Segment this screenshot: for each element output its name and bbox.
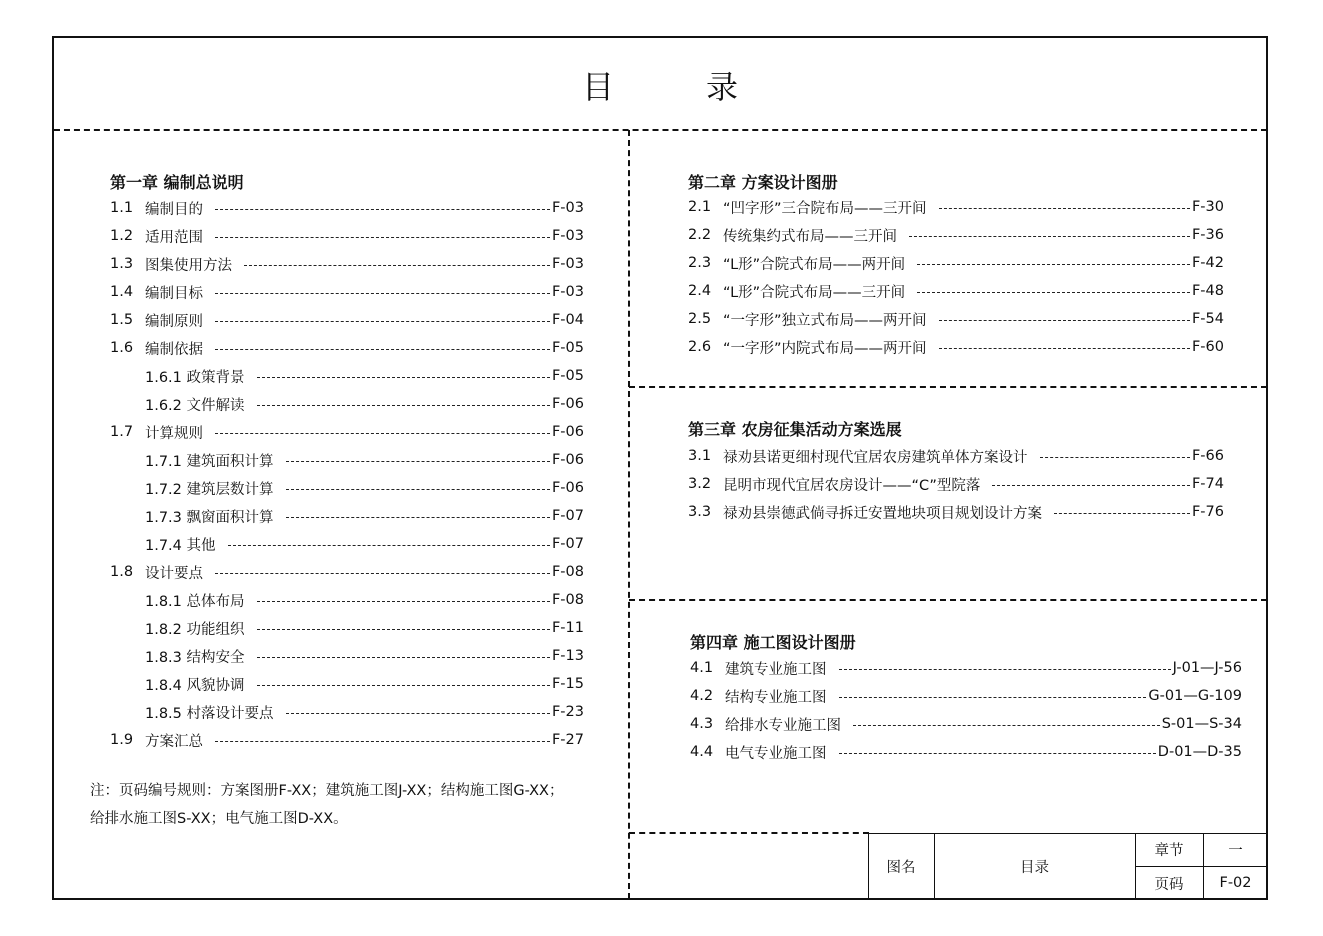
toc-entry-label: 禄劝县诺更细村现代宜居农房建筑单体方案设计 — [723, 449, 1028, 466]
toc-entry-page: F-03 — [551, 256, 584, 272]
toc-entry-label: 1.8.4 风貌协调 — [145, 677, 245, 694]
toc-entry — [688, 333, 1224, 361]
toc-entry-label: “凹字形”三合院布局——三开间 — [723, 200, 927, 217]
toc-entry-label: 1.7.4 其他 — [145, 537, 216, 554]
toc-entry-number: 3.1 — [688, 448, 712, 464]
dot-leader — [992, 485, 1190, 486]
toc-entry-label: 给排水专业施工图 — [725, 717, 841, 734]
toc-entry — [688, 470, 1224, 498]
toc-entry-page: F-13 — [551, 648, 584, 664]
toc-entry-page: F-08 — [551, 564, 584, 580]
toc-entry-number: 2.4 — [688, 283, 712, 299]
toc-entry-number: 2.6 — [688, 339, 712, 355]
dot-leader — [939, 320, 1190, 321]
toc-entry-page: F-74 — [1191, 476, 1224, 492]
toc-entry — [110, 278, 584, 306]
toc-entry-number: 3.3 — [688, 504, 712, 520]
toc-entry — [688, 442, 1224, 470]
toc-entry-page: F-05 — [551, 368, 584, 384]
dot-leader — [257, 601, 550, 602]
toc-entry-page: F-54 — [1191, 311, 1224, 327]
toc-entry-label: 图集使用方法 — [145, 257, 232, 274]
toc-entry-label: 建筑专业施工图 — [725, 661, 827, 678]
toc-entry — [145, 446, 584, 474]
tb-name-label: 图名 — [886, 860, 916, 876]
toc-entry-number: 1.9 — [110, 732, 134, 748]
chapter-3-heading: 第三章 农房征集活动方案选展 — [688, 420, 902, 439]
tb-chapter-value: 一 — [1228, 843, 1243, 859]
title-divider — [54, 129, 1267, 131]
chapter-2-heading: 第二章 方案设计图册 — [688, 173, 838, 192]
toc-entry-label: 电气专业施工图 — [725, 745, 827, 762]
toc-entry — [110, 726, 584, 754]
column-divider — [628, 130, 630, 899]
dot-leader — [839, 697, 1147, 698]
toc-entry-number: 1.2 — [110, 228, 134, 244]
toc-entry-label: 传统集约式布局——三开间 — [723, 228, 897, 245]
toc-entry-label: 1.8.1 总体布局 — [145, 593, 245, 610]
toc-entry-page: S-01—S-34 — [1161, 716, 1242, 732]
dot-leader — [939, 348, 1190, 349]
dot-leader — [1054, 513, 1190, 514]
toc-entry-page: F-23 — [551, 704, 584, 720]
note-line-1: 注：页码编号规则：方案图册F-XX；建筑施工图J-XX；结构施工图G-XX； — [90, 783, 564, 799]
toc-entry-number: 2.5 — [688, 311, 712, 327]
toc-entry-label: 1.7.1 建筑面积计算 — [145, 453, 274, 470]
toc-entry — [110, 418, 584, 446]
dot-leader — [1040, 457, 1190, 458]
toc-entry-page: F-03 — [551, 200, 584, 216]
toc-entry — [145, 390, 584, 418]
dot-leader — [917, 264, 1190, 265]
toc-entry-page: F-30 — [1191, 199, 1224, 215]
toc-entry-number: 4.3 — [690, 716, 714, 732]
toc-entry-number: 1.3 — [110, 256, 134, 272]
toc-entry-label: “一字形”内院式布局——两开间 — [723, 340, 927, 357]
toc-entry-page: F-08 — [551, 592, 584, 608]
dot-leader — [257, 685, 550, 686]
toc-entry-number: 3.2 — [688, 476, 712, 492]
toc-entry — [145, 698, 584, 726]
toc-entry — [145, 502, 584, 530]
toc-entry-label: 设计要点 — [145, 565, 203, 582]
dot-leader — [286, 461, 550, 462]
toc-entry-label: 1.7.2 建筑层数计算 — [145, 481, 274, 498]
titleblock-dash — [629, 832, 869, 834]
dot-leader — [215, 293, 550, 294]
toc-entry — [688, 277, 1224, 305]
toc-entry-label: 计算规则 — [145, 425, 203, 442]
toc-entry-number: 1.1 — [110, 200, 134, 216]
toc-entry-number: 1.6 — [110, 340, 134, 356]
dot-leader — [853, 725, 1160, 726]
dot-leader — [839, 753, 1156, 754]
toc-entry-page: F-66 — [1191, 448, 1224, 464]
dot-leader — [215, 741, 550, 742]
dot-leader — [257, 377, 550, 378]
toc-entry-page: F-06 — [551, 452, 584, 468]
toc-entry-page: F-06 — [551, 424, 584, 440]
toc-entry-label: 1.6.1 政策背景 — [145, 369, 245, 386]
toc-entry-page: J-01—J-56 — [1172, 660, 1242, 676]
dot-leader — [257, 629, 550, 630]
toc-entry — [110, 306, 584, 334]
toc-entry-page: F-03 — [551, 284, 584, 300]
toc-entry-number: 2.2 — [688, 227, 712, 243]
toc-entry — [145, 614, 584, 642]
toc-entry-page: F-15 — [551, 676, 584, 692]
toc-entry — [110, 558, 584, 586]
toc-entry-number: 2.1 — [688, 199, 712, 215]
dot-leader — [215, 237, 550, 238]
toc-entry-number: 4.1 — [690, 660, 714, 676]
toc-entry-label: 1.7.3 飘窗面积计算 — [145, 509, 274, 526]
dot-leader — [215, 321, 550, 322]
dot-leader — [244, 265, 550, 266]
toc-entry — [688, 249, 1224, 277]
dot-leader — [257, 405, 550, 406]
toc-entry-number: 1.5 — [110, 312, 134, 328]
dot-leader — [257, 657, 550, 658]
toc-entry — [690, 682, 1242, 710]
toc-entry — [688, 498, 1224, 526]
toc-entry-page: F-27 — [551, 732, 584, 748]
toc-entry — [688, 305, 1224, 333]
dot-leader — [215, 209, 550, 210]
dot-leader — [228, 545, 550, 546]
toc-entry-page: F-07 — [551, 508, 584, 524]
section-divider-2-3 — [629, 386, 1267, 388]
toc-entry-page: D-01—D-35 — [1157, 744, 1242, 760]
toc-entry-page: F-04 — [551, 312, 584, 328]
toc-entry — [145, 530, 584, 558]
tb-page-value: F-02 — [1219, 875, 1252, 891]
toc-entry-label: 编制依据 — [145, 341, 203, 358]
toc-entry — [110, 194, 584, 222]
dot-leader — [939, 208, 1190, 209]
toc-entry-label: 禄劝县崇德武倘寻拆迁安置地块项目规划设计方案 — [723, 505, 1042, 522]
dot-leader — [215, 573, 550, 574]
toc-entry-label: “一字形”独立式布局——两开间 — [723, 312, 927, 329]
toc-entry-label: 1.8.3 结构安全 — [145, 649, 245, 666]
dot-leader — [215, 433, 550, 434]
toc-entry-page: F-60 — [1191, 339, 1224, 355]
tb-chapter-label: 章节 — [1154, 843, 1184, 859]
toc-entry — [145, 362, 584, 390]
toc-entry-label: 1.8.2 功能组织 — [145, 621, 245, 638]
section-divider-3-4 — [629, 599, 1267, 601]
dot-leader — [917, 292, 1190, 293]
dot-leader — [215, 349, 550, 350]
toc-entry-label: 编制目标 — [145, 285, 203, 302]
note-line-2: 给排水施工图S-XX；电气施工图D-XX。 — [90, 811, 348, 827]
toc-entry-label: 1.6.2 文件解读 — [145, 397, 245, 414]
toc-entry-page: F-07 — [551, 536, 584, 552]
toc-entry-label: “L形”合院式布局——三开间 — [723, 284, 906, 301]
toc-entry — [110, 250, 584, 278]
toc-entry-number: 2.3 — [688, 255, 712, 271]
toc-entry-label: 昆明市现代宜居农房设计——“C”型院落 — [723, 477, 981, 494]
dot-leader — [909, 236, 1190, 237]
dot-leader — [839, 669, 1171, 670]
toc-entry-page: F-06 — [551, 396, 584, 412]
dot-leader — [286, 489, 550, 490]
toc-entry-label: 编制原则 — [145, 313, 203, 330]
toc-entry-label: 结构专业施工图 — [725, 689, 827, 706]
toc-entry — [690, 710, 1242, 738]
toc-entry — [145, 642, 584, 670]
tb-page-label: 页码 — [1154, 876, 1184, 893]
toc-entry — [690, 654, 1242, 682]
toc-entry — [110, 222, 584, 250]
toc-entry-page: F-11 — [551, 620, 584, 636]
toc-entry — [690, 738, 1242, 766]
toc-entry-page: F-76 — [1191, 504, 1224, 520]
toc-entry-label: 编制目的 — [145, 201, 203, 218]
tb-name-value: 目录 — [1020, 860, 1049, 876]
toc-entry — [145, 670, 584, 698]
toc-entry — [688, 221, 1224, 249]
toc-entry — [145, 474, 584, 502]
toc-entry-page: F-06 — [551, 480, 584, 496]
toc-entry-label: “L形”合院式布局——两开间 — [723, 256, 906, 273]
toc-entry-label: 适用范围 — [145, 229, 203, 246]
toc-entry-number: 1.4 — [110, 284, 134, 300]
toc-entry-page: F-36 — [1191, 227, 1224, 243]
toc-entry — [145, 586, 584, 614]
toc-entry-label: 1.8.5 村落设计要点 — [145, 705, 274, 722]
chapter-4-heading: 第四章 施工图设计图册 — [690, 633, 856, 652]
toc-entry-page: G-01—G-109 — [1148, 688, 1242, 704]
toc-entry-number: 1.7 — [110, 424, 134, 440]
dot-leader — [286, 713, 550, 714]
toc-entry-page: F-42 — [1191, 255, 1224, 271]
toc-entry-number: 4.4 — [690, 744, 714, 760]
chapter-1-heading: 第一章 编制总说明 — [110, 173, 244, 192]
toc-entry-page: F-03 — [551, 228, 584, 244]
toc-entry-number: 1.8 — [110, 564, 134, 580]
page-title: 目 录 — [581, 68, 768, 106]
toc-entry-number: 4.2 — [690, 688, 714, 704]
toc-entry-page: F-05 — [551, 340, 584, 356]
toc-entry — [688, 193, 1224, 221]
dot-leader — [286, 517, 550, 518]
toc-entry-label: 方案汇总 — [145, 733, 203, 750]
toc-entry — [110, 334, 584, 362]
toc-entry-page: F-48 — [1191, 283, 1224, 299]
